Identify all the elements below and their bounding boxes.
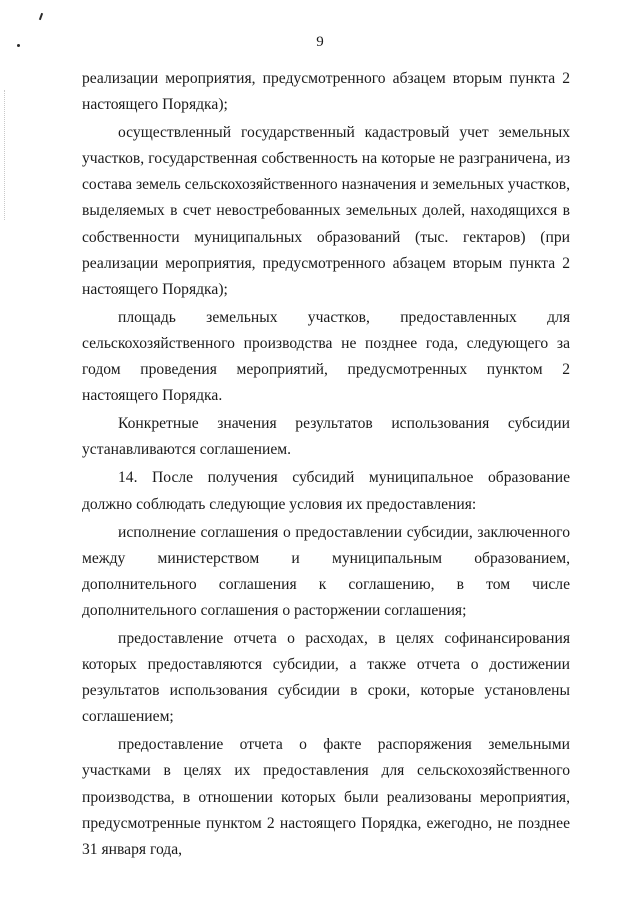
paragraph-4: Конкретные значения результатов использования субсидии устанавливаются соглашением. bbox=[82, 415, 570, 459]
paragraph-2: осуществленный государственный кадастровый учет земельных участков, государственная собственность на которые не разграничена, из состава земель сельскохозяйственного назначения и земельных участков, выделяемых в счет невостребованных земельных долей, находящихся в собственности муниципальных образований (тыс. гектаров) (при реализации мероприятия, предусмотренного абзацем вторым пункта 2 настоящего Порядка); bbox=[82, 124, 570, 298]
page-number: 9 bbox=[316, 34, 324, 50]
document-body bbox=[82, 66, 570, 863]
scan-mark bbox=[39, 13, 43, 20]
paragraph-5: 14. После получения субсидий муниципальное образование должно соблюдать следующие условия их предоставления: bbox=[82, 469, 570, 513]
paragraph-8: предоставление отчета о факте распоряжения земельными участками в целях их предоставления для сельскохозяйственного производства, в отношении которых были реализованы мероприятия, предусмотренные пунктом 2 настоящего Порядка, ежегодно, не позднее 31 января года, bbox=[82, 736, 570, 858]
paragraph-3: площадь земельных участков, предоставленных для сельскохозяйственного производства не позднее года, следующего за годом проведения мероприятий, предусмотренных пунктом 2 настоящего Порядка. bbox=[82, 308, 570, 405]
paragraph-6: исполнение соглашения о предоставлении субсидии, заключенного между министерством и муниципальным образованием, дополнительного соглашения к соглашению, в том числе дополнительного соглашения о расторжении соглашения; bbox=[82, 523, 570, 619]
paragraph-7: предоставление отчета о расходах, в целях софинансирования которых предоставляются субсидии, а также отчета о достижении результатов использования субсидии в сроки, которые установлены соглашением; bbox=[82, 629, 570, 726]
paragraph-1: реализации мероприятия, предусмотренного абзацем вторым пункта 2 настоящего Порядка); bbox=[82, 70, 570, 114]
scan-edge-dots bbox=[4, 90, 6, 220]
